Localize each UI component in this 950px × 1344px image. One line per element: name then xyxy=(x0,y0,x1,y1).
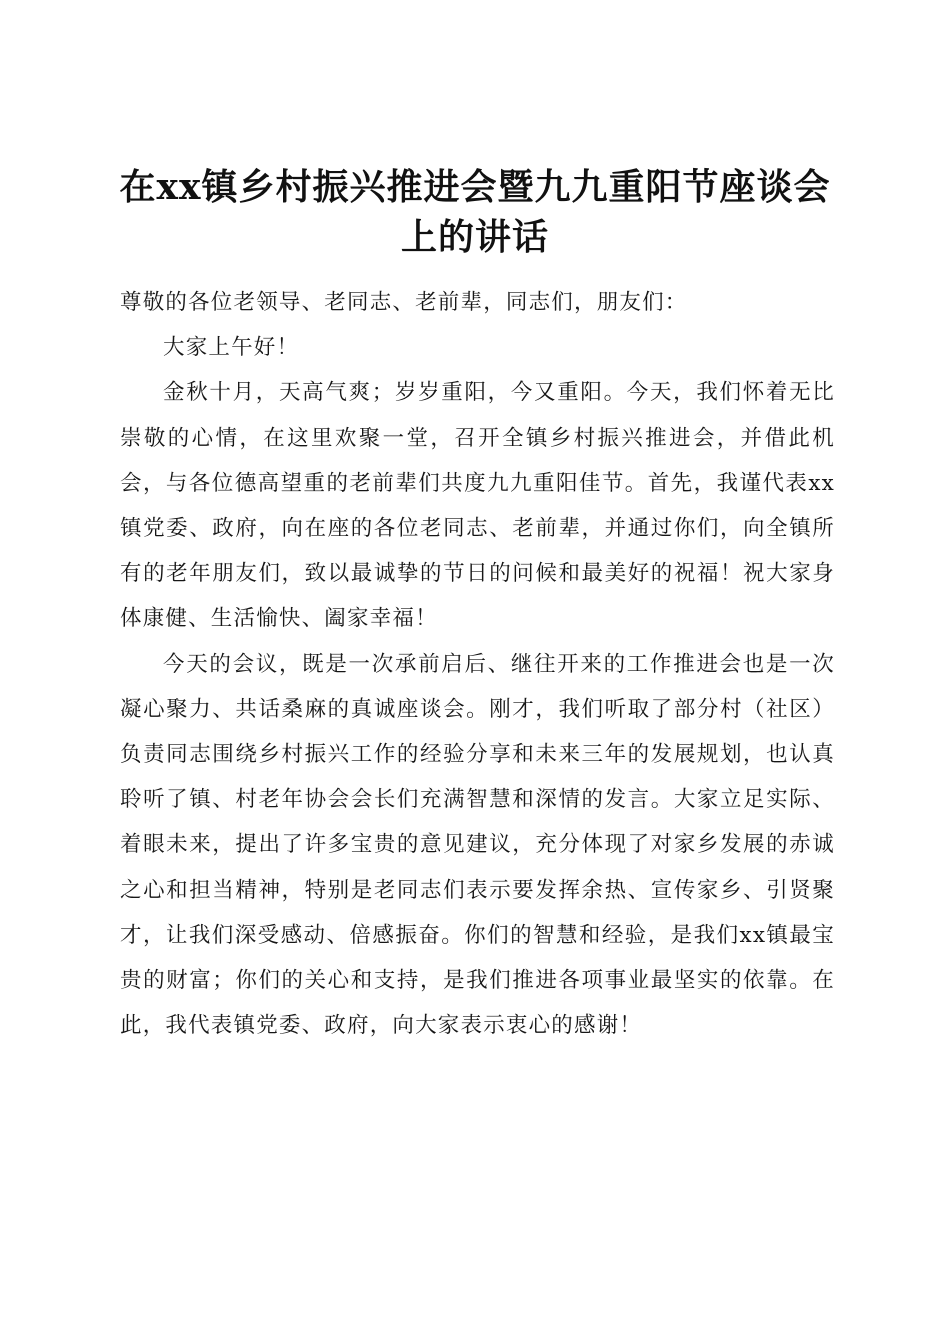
document-title xyxy=(100,162,850,262)
paragraph-meeting: 今天的会议，既是一次承前启后、继往开来的工作推进会也是一次凝心聚力、共话桑麻的真诚座谈会。刚才，我们听取了部分村（社区）负责同志围绕乡村振兴工作的经验分享和未来三年的发展规划，也认真聆听了镇、村老年协会会长们充满智慧和深情的发言。大家立足实际、着眼未来，提出了许多宝贵的意见建议，充分体现了对家乡发展的赤诚之心和担当精神，特别是老同志们表示要发挥余热、宣传家乡、引贤聚才，让我们深受感动、倍感振奋。你们的智慧和经验，是我们xx镇最宝贵的财富；你们的关心和支持，是我们推进各项事业最坚实的依靠。在此，我代表镇党委、政府，向大家表示衷心的感谢！ xyxy=(120,651,835,1039)
title-line-2: 上的讲话 xyxy=(400,216,549,259)
salutation: 尊敬的各位老领导、老同志、老前辈，同志们，朋友们： xyxy=(120,290,688,315)
title-line-1: 在xx镇乡村振兴推进会暨九九重阳节座谈会 xyxy=(119,166,831,209)
paragraph-opening: 金秋十月，天高气爽；岁岁重阳，今又重阳。今天，我们怀着无比崇敬的心情，在这里欢聚一堂，召开全镇乡村振兴推进会，并借此机会，与各位德高望重的老前辈们共度九九重阳佳节。首先，我谨代表xx镇党委、政府，向在座的各位老同志、老前辈，并通过你们，向全镇所有的老年朋友们，致以最诚挚的节日的问候和最美好的祝福！祝大家身体康健、生活愉快、阖家幸福！ xyxy=(120,380,835,632)
document-body xyxy=(120,280,835,1048)
paragraph-greeting: 大家上午好！ xyxy=(163,335,300,361)
